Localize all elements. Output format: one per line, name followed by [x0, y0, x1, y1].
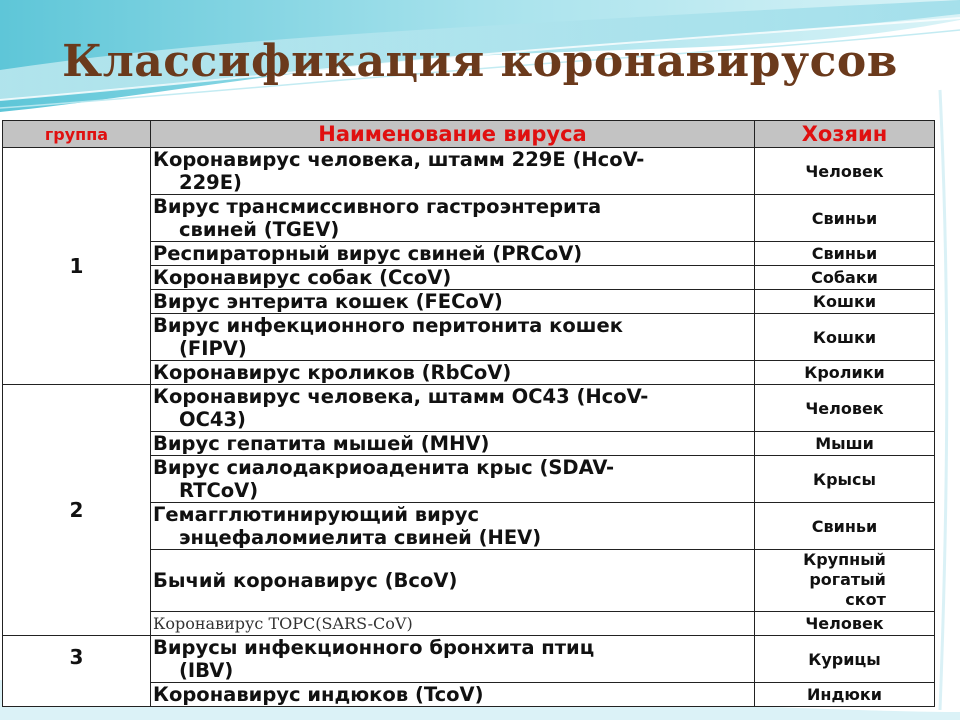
host-cell: Кошки: [755, 314, 935, 361]
host-cell: Человек: [755, 612, 935, 636]
virus-name-cell: Коронавирус кроликов (RbCoV): [151, 361, 755, 385]
virus-name-cell: Коронавирус ТОРС(SARS-CoV): [151, 612, 755, 636]
host-cell: Индюки: [755, 683, 935, 707]
host-cell: Крупный рогатый скот: [755, 550, 935, 612]
virus-name-cell: Коронавирус человека, штамм 229Е (HcoV- 229Е): [151, 148, 755, 195]
host-cell: Кошки: [755, 290, 935, 314]
host-cell: Крысы: [755, 456, 935, 503]
virus-name-cell: Коронавирус индюков (TcoV): [151, 683, 755, 707]
header-group: группа: [3, 121, 151, 148]
table-row: [3, 385, 935, 432]
host-cell: Мыши: [755, 432, 935, 456]
table-row: [3, 148, 935, 195]
virus-name-cell: Вирус гепатита мышей (MHV): [151, 432, 755, 456]
group-cell-2: 2: [3, 385, 151, 636]
slide-title: Классификация коронавирусов: [62, 36, 898, 87]
host-cell: Человек: [755, 148, 935, 195]
virus-name-cell: Вирус трансмиссивного гастроэнтерита свиней (TGEV): [151, 195, 755, 242]
host-cell: Кролики: [755, 361, 935, 385]
virus-name-cell: Коронавирус человека, штамм ОС43 (HcoV- ОС43): [151, 385, 755, 432]
virus-name-cell: Вирус энтерита кошек (FECoV): [151, 290, 755, 314]
virus-name-cell: Гемагглютинирующий вирус энцефаломиелита свиней (HEV): [151, 503, 755, 550]
table-header-row: [3, 121, 935, 148]
group-cell-1: 1: [3, 148, 151, 385]
host-cell: Человек: [755, 385, 935, 432]
header-virus-name: Наименование вируса: [151, 121, 755, 148]
host-cell: Свиньи: [755, 242, 935, 266]
virus-name-cell: Коронавирус собак (CcoV): [151, 266, 755, 290]
virus-name-cell: Вирусы инфекционного бронхита птиц (IBV): [151, 636, 755, 683]
virus-name-cell: Вирус инфекционного перитонита кошек (FIPV): [151, 314, 755, 361]
host-cell: Курицы: [755, 636, 935, 683]
virus-name-cell: Вирус сиалодакриоаденита крыс (SDAV- RTCoV): [151, 456, 755, 503]
virus-name-cell: Бычий коронавирус (BcoV): [151, 550, 755, 612]
group-cell-3: 3: [3, 636, 151, 707]
host-cell: Собаки: [755, 266, 935, 290]
coronavirus-classification-table: [2, 120, 935, 707]
host-cell: Свиньи: [755, 195, 935, 242]
virus-name-cell: Респираторный вирус свиней (PRCoV): [151, 242, 755, 266]
host-cell: Свиньи: [755, 503, 935, 550]
header-host: Хозяин: [755, 121, 935, 148]
table-row: [3, 636, 935, 683]
